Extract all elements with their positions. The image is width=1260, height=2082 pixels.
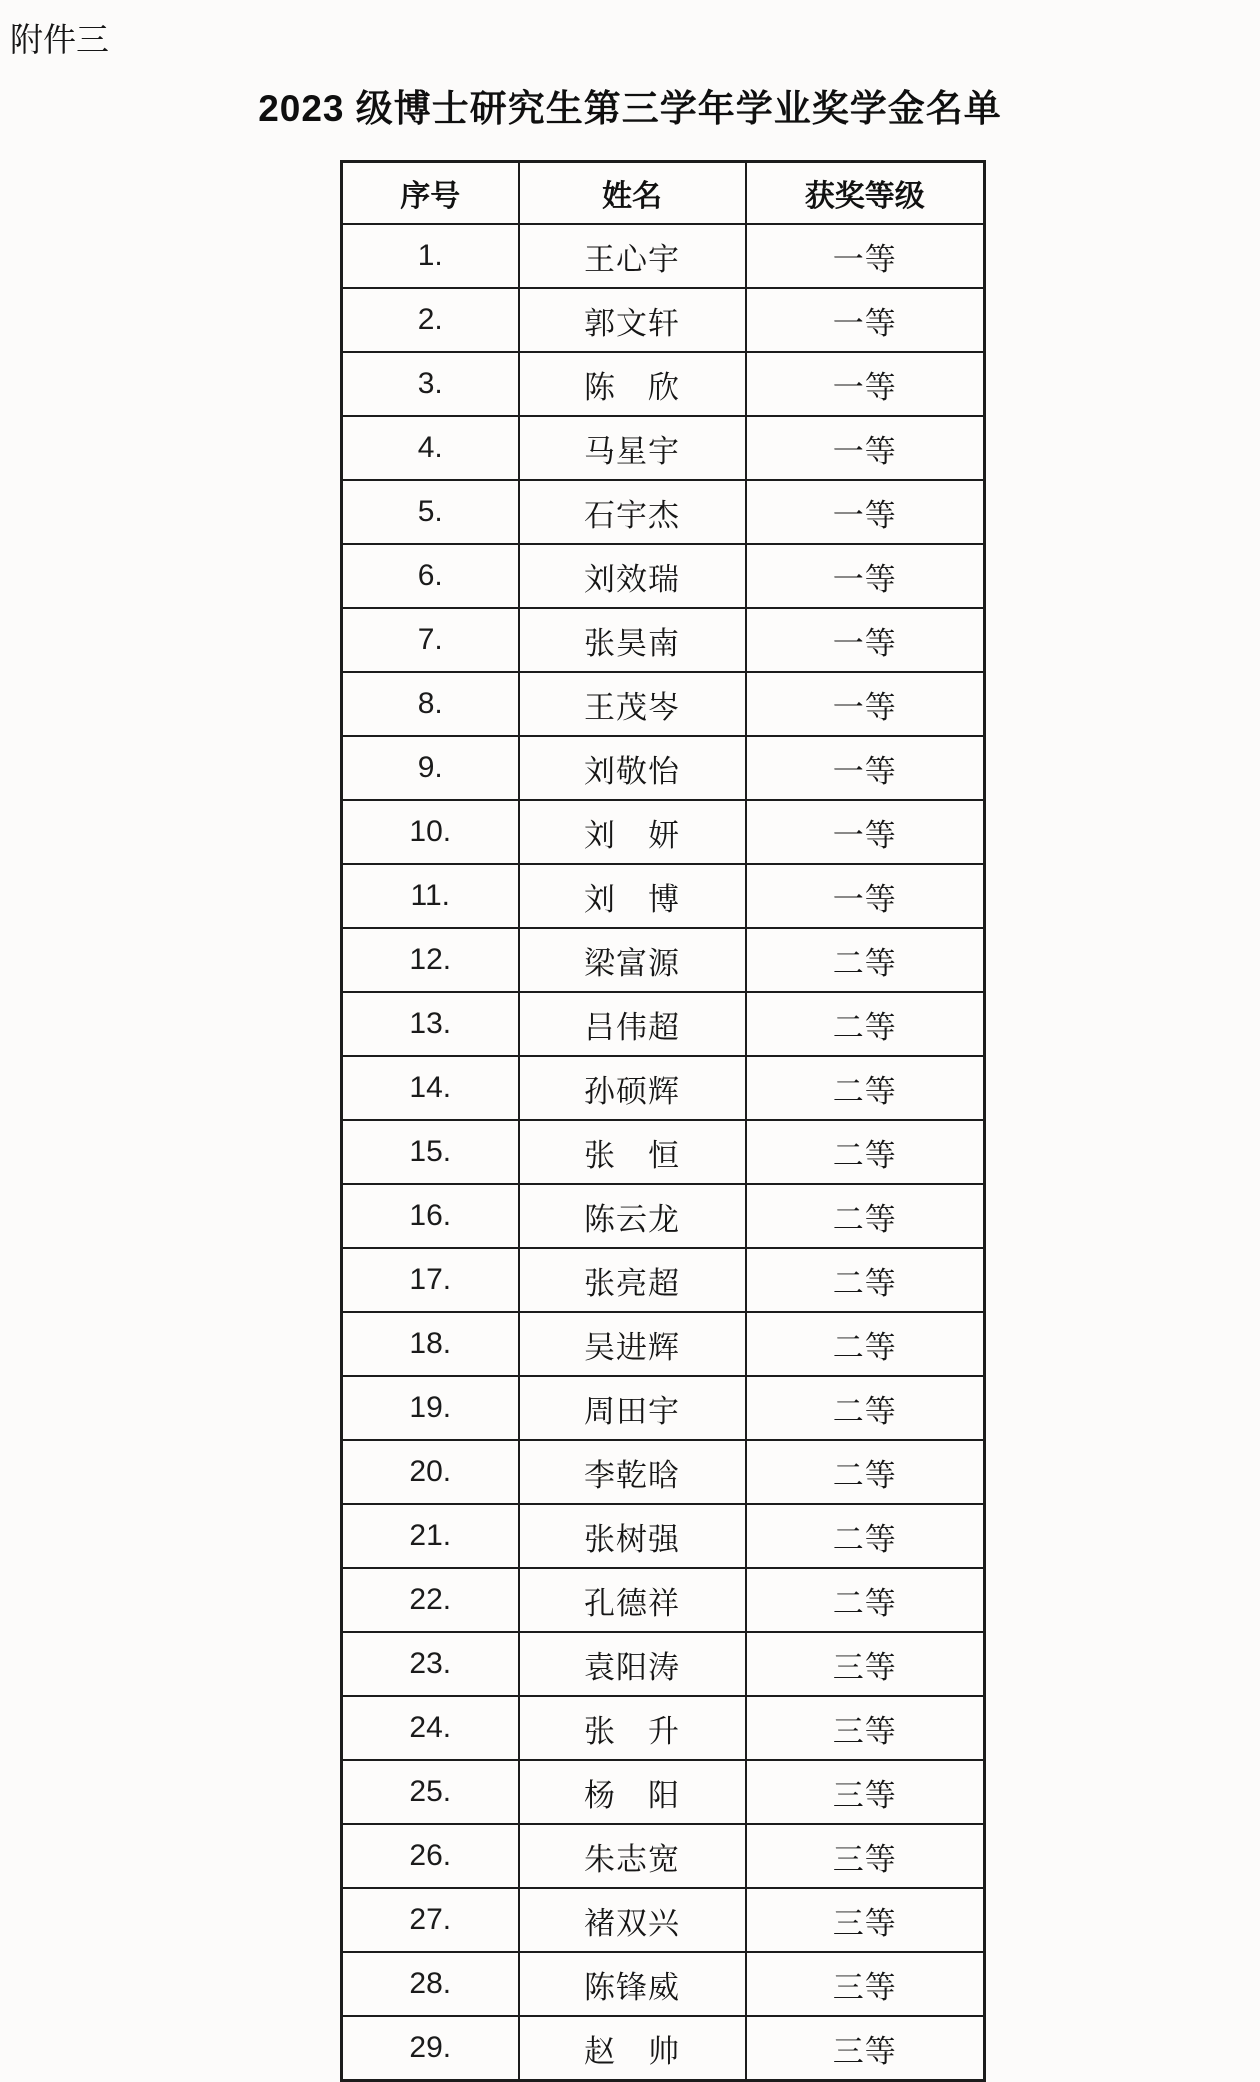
student-name: 张 恒 bbox=[519, 1120, 746, 1184]
row-number: 24. bbox=[342, 1696, 519, 1760]
row-number: 14. bbox=[342, 1056, 519, 1120]
col-header-name: 姓名 bbox=[519, 162, 746, 225]
table-row bbox=[342, 1248, 985, 1312]
table-row bbox=[342, 1632, 985, 1696]
row-number: 28. bbox=[342, 1952, 519, 2016]
row-number: 10. bbox=[342, 800, 519, 864]
award-grade: 二等 bbox=[746, 1120, 985, 1184]
award-grade: 三等 bbox=[746, 2016, 985, 2081]
award-grade: 二等 bbox=[746, 1376, 985, 1440]
table-row bbox=[342, 992, 985, 1056]
row-number: 11. bbox=[342, 864, 519, 928]
table-row bbox=[342, 1888, 985, 1952]
table-row bbox=[342, 480, 985, 544]
table-row bbox=[342, 1376, 985, 1440]
award-grade: 一等 bbox=[746, 608, 985, 672]
award-grade: 一等 bbox=[746, 288, 985, 352]
table-row bbox=[342, 800, 985, 864]
student-name: 吕伟超 bbox=[519, 992, 746, 1056]
row-number: 29. bbox=[342, 2016, 519, 2081]
table-row bbox=[342, 544, 985, 608]
student-name: 刘效瑞 bbox=[519, 544, 746, 608]
student-name: 赵 帅 bbox=[519, 2016, 746, 2081]
table-row bbox=[342, 608, 985, 672]
student-name: 张昊南 bbox=[519, 608, 746, 672]
table-row bbox=[342, 928, 985, 992]
row-number: 22. bbox=[342, 1568, 519, 1632]
award-grade: 三等 bbox=[746, 1760, 985, 1824]
table-row bbox=[342, 1568, 985, 1632]
table-row bbox=[342, 1696, 985, 1760]
student-name: 陈锋威 bbox=[519, 1952, 746, 2016]
attachment-label: 附件三 bbox=[10, 21, 109, 58]
student-name: 王茂岑 bbox=[519, 672, 746, 736]
student-name: 周田宇 bbox=[519, 1376, 746, 1440]
student-name: 刘 博 bbox=[519, 864, 746, 928]
row-number: 2. bbox=[342, 288, 519, 352]
row-number: 3. bbox=[342, 352, 519, 416]
award-grade: 二等 bbox=[746, 1248, 985, 1312]
row-number: 8. bbox=[342, 672, 519, 736]
table-row bbox=[342, 1120, 985, 1184]
student-name: 袁阳涛 bbox=[519, 1632, 746, 1696]
student-name: 石宇杰 bbox=[519, 480, 746, 544]
student-name: 马星宇 bbox=[519, 416, 746, 480]
student-name: 郭文轩 bbox=[519, 288, 746, 352]
table-row bbox=[342, 2016, 985, 2081]
award-grade: 二等 bbox=[746, 1568, 985, 1632]
award-grade: 一等 bbox=[746, 352, 985, 416]
table-row bbox=[342, 736, 985, 800]
page-title: 2023 级博士研究生第三学年学业奖学金名单 bbox=[258, 88, 1002, 129]
student-name: 杨 阳 bbox=[519, 1760, 746, 1824]
row-number: 19. bbox=[342, 1376, 519, 1440]
table-body bbox=[342, 224, 985, 2081]
row-number: 21. bbox=[342, 1504, 519, 1568]
student-name: 张 升 bbox=[519, 1696, 746, 1760]
student-name: 王心宇 bbox=[519, 224, 746, 288]
row-number: 25. bbox=[342, 1760, 519, 1824]
table-row bbox=[342, 1440, 985, 1504]
student-name: 吴进辉 bbox=[519, 1312, 746, 1376]
student-name: 陈云龙 bbox=[519, 1184, 746, 1248]
student-name: 孙硕辉 bbox=[519, 1056, 746, 1120]
table-row bbox=[342, 1056, 985, 1120]
row-number: 12. bbox=[342, 928, 519, 992]
row-number: 5. bbox=[342, 480, 519, 544]
row-number: 20. bbox=[342, 1440, 519, 1504]
col-header-index: 序号 bbox=[342, 162, 519, 225]
award-grade: 二等 bbox=[746, 1504, 985, 1568]
table-header-row bbox=[342, 162, 985, 225]
table-row bbox=[342, 416, 985, 480]
table-row bbox=[342, 864, 985, 928]
row-number: 15. bbox=[342, 1120, 519, 1184]
table-row bbox=[342, 1184, 985, 1248]
student-name: 李乾晗 bbox=[519, 1440, 746, 1504]
scholarship-table bbox=[340, 160, 986, 2082]
award-grade: 一等 bbox=[746, 480, 985, 544]
table-row bbox=[342, 288, 985, 352]
student-name: 张树强 bbox=[519, 1504, 746, 1568]
award-grade: 二等 bbox=[746, 1312, 985, 1376]
row-number: 6. bbox=[342, 544, 519, 608]
table-row bbox=[342, 1312, 985, 1376]
award-grade: 二等 bbox=[746, 928, 985, 992]
award-grade: 一等 bbox=[746, 416, 985, 480]
award-grade: 一等 bbox=[746, 800, 985, 864]
award-grade: 一等 bbox=[746, 672, 985, 736]
award-grade: 三等 bbox=[746, 1696, 985, 1760]
award-grade: 三等 bbox=[746, 1632, 985, 1696]
award-grade: 三等 bbox=[746, 1952, 985, 2016]
student-name: 朱志宽 bbox=[519, 1824, 746, 1888]
table-row bbox=[342, 224, 985, 288]
award-grade: 三等 bbox=[746, 1888, 985, 1952]
student-name: 刘 妍 bbox=[519, 800, 746, 864]
row-number: 18. bbox=[342, 1312, 519, 1376]
student-name: 梁富源 bbox=[519, 928, 746, 992]
student-name: 陈 欣 bbox=[519, 352, 746, 416]
row-number: 17. bbox=[342, 1248, 519, 1312]
award-grade: 一等 bbox=[746, 864, 985, 928]
award-grade: 二等 bbox=[746, 1184, 985, 1248]
student-name: 刘敬怡 bbox=[519, 736, 746, 800]
table-row bbox=[342, 352, 985, 416]
row-number: 1. bbox=[342, 224, 519, 288]
row-number: 26. bbox=[342, 1824, 519, 1888]
award-grade: 一等 bbox=[746, 544, 985, 608]
table-row bbox=[342, 672, 985, 736]
award-grade: 一等 bbox=[746, 736, 985, 800]
student-name: 孔德祥 bbox=[519, 1568, 746, 1632]
award-grade: 三等 bbox=[746, 1824, 985, 1888]
table-row bbox=[342, 1504, 985, 1568]
row-number: 27. bbox=[342, 1888, 519, 1952]
award-grade: 二等 bbox=[746, 1056, 985, 1120]
row-number: 23. bbox=[342, 1632, 519, 1696]
student-name: 张亮超 bbox=[519, 1248, 746, 1312]
row-number: 9. bbox=[342, 736, 519, 800]
row-number: 7. bbox=[342, 608, 519, 672]
table-row bbox=[342, 1952, 985, 2016]
table-row bbox=[342, 1824, 985, 1888]
award-grade: 二等 bbox=[746, 992, 985, 1056]
row-number: 4. bbox=[342, 416, 519, 480]
student-name: 褚双兴 bbox=[519, 1888, 746, 1952]
award-grade: 一等 bbox=[746, 224, 985, 288]
row-number: 13. bbox=[342, 992, 519, 1056]
row-number: 16. bbox=[342, 1184, 519, 1248]
table-row bbox=[342, 1760, 985, 1824]
col-header-grade: 获奖等级 bbox=[746, 162, 985, 225]
award-grade: 二等 bbox=[746, 1440, 985, 1504]
